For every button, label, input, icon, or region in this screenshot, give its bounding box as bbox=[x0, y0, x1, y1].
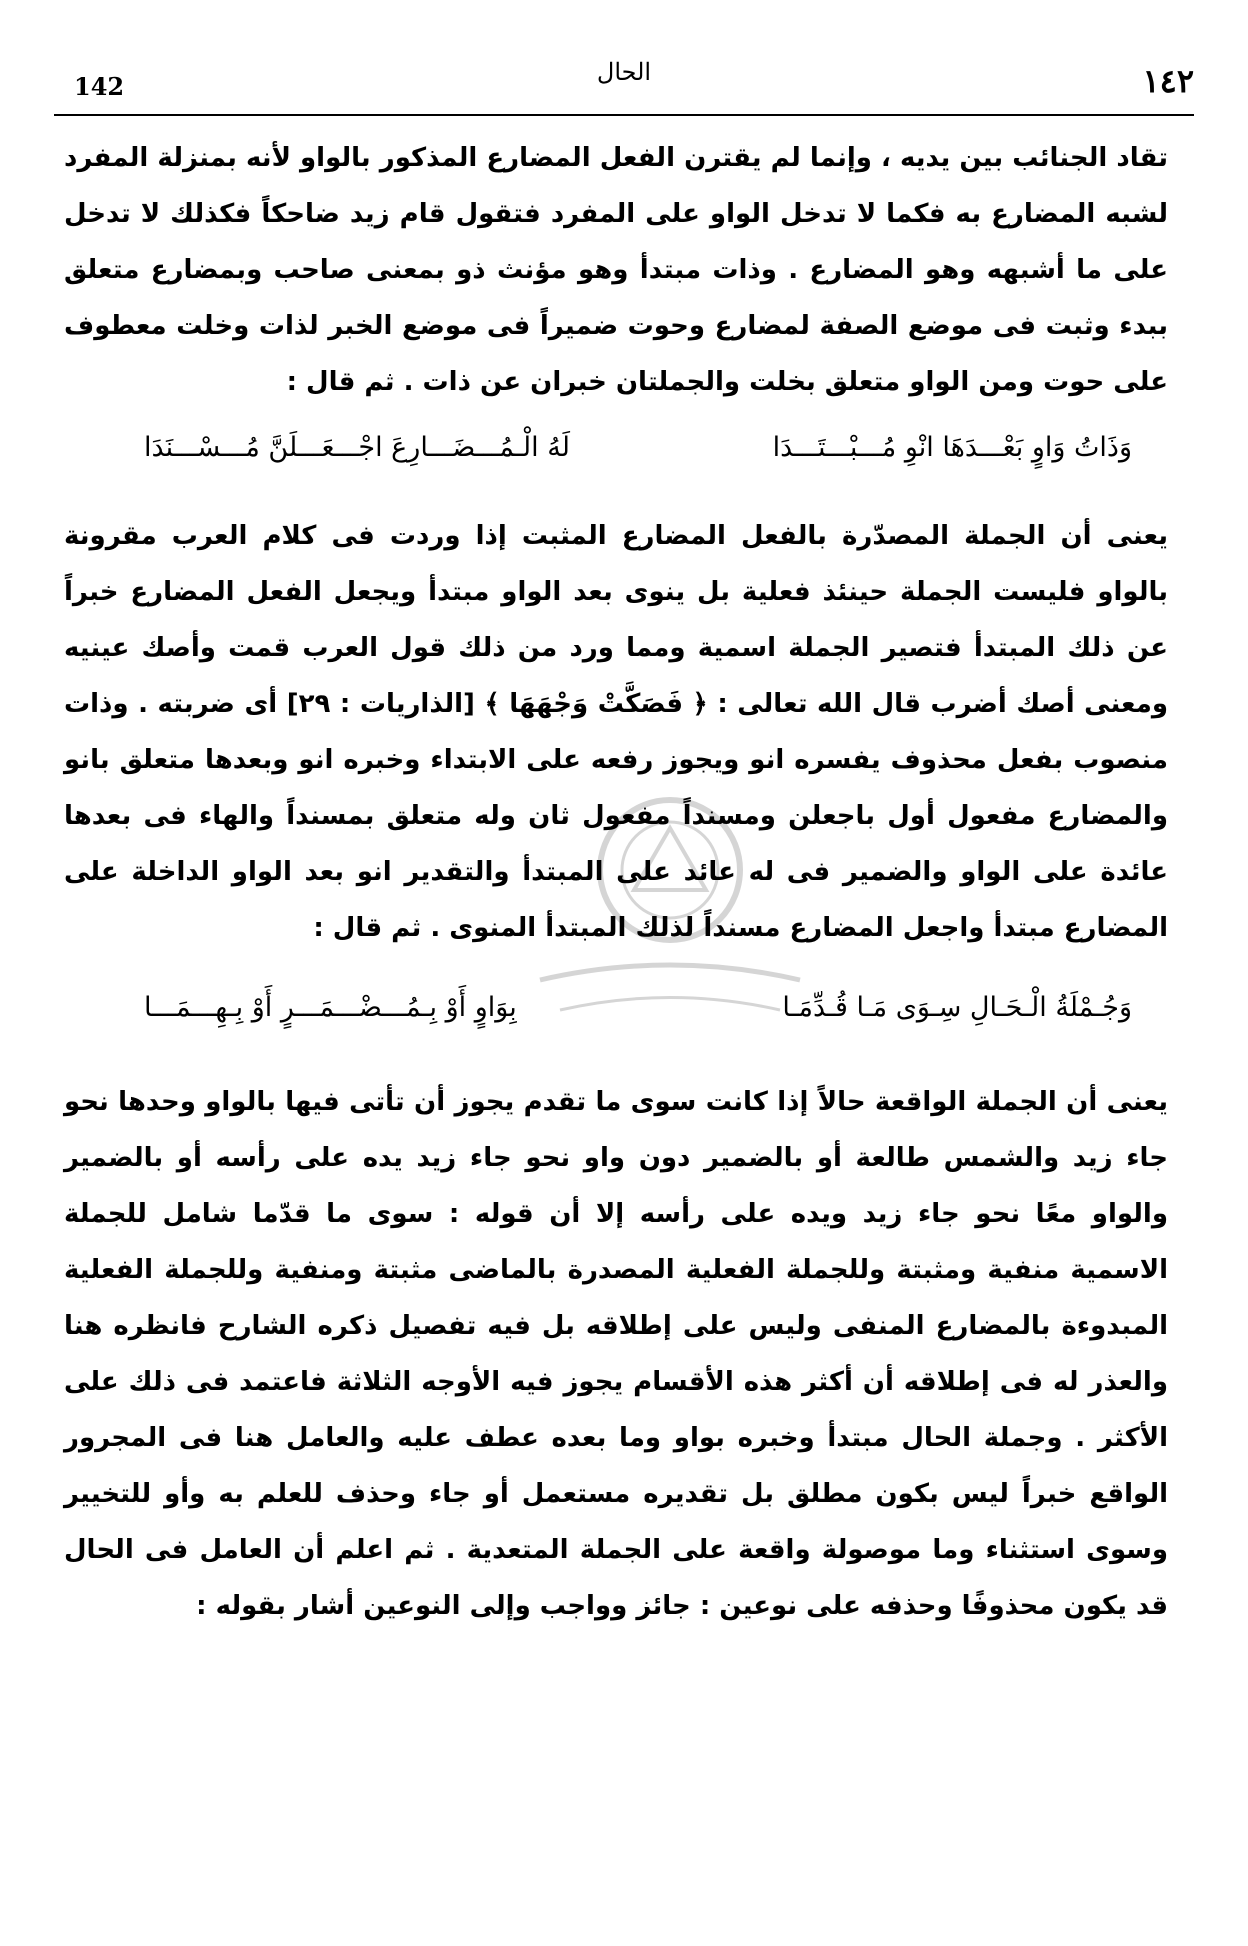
page-number-arabic: ١٤٢ bbox=[1142, 62, 1194, 100]
page-number-latin: 142 bbox=[74, 72, 125, 101]
main-text bbox=[64, 130, 1168, 1634]
paragraph-3: يعنى أن الجملة الواقعة حالاً إذا كانت سوى ما تقدم يجوز أن تأتى فيها بالواو وحدها نحو جاء زيد والشمس طالعة أو بالضمير دون واو نحو جاء زيد يده على رأسه أو بالضمير والواو معًا نحو جاء زيد ويده على رأسه إلا أن قوله : سوى ما قدّما شامل للجملة الاسمية منفية ومثبتة وللجملة الفعلية المصدرة بالماضى مثبتة ومنفية وللجملة الفعلية المبدوءة بالمضارع المنفى وليس على إطلاقه بل فيه تفصيل ذكره الشارح فانظره هنا والعذر له فى إطلاقه أن أكثر هذه الأقسام يجوز فيه الأوجه الثلاثة فاعتمد فى ذلك على الأكثر . وجملة الحال مبتدأ وخبره بواو وما بعده عطف عليه والعامل هنا فى المجرور الواقع خبراً ليس بكون مطلق بل تقديره مستعمل أو جاء وحذف للعلم به وأو للتخيير وسوى استثناء وما موصولة واقعة على الجملة المتعدية . ثم اعلم أن العامل فى الحال قد يكون محذوفًا وحذفه على نوعين : جائز وواجب وإلى النوعين أشار بقوله : bbox=[64, 1087, 1168, 1621]
paragraph-1: تقاد الجنائب بين يديه ، وإنما لم يقترن الفعل المضارع المذكور بالواو لأنه بمنزلة المفرد لشبه المضارع به فكما لا تدخل الواو على المفرد فتقول قام زيد ضاحكاً فكذلك لا تدخل على ما أشبهه وهو المضارع . وذات مبتدأ وهو مؤنث ذو بمعنى صاحب وبمضارع متعلق ببدء وثبت فى موضع الصفة لمضارع وحوت ضميراً فى موضع الخبر لذات وخلت معطوف على حوت ومن الواو متعلق بخلت والجملتان خبران عن ذات . ثم قال : bbox=[64, 143, 1168, 397]
verse-1 bbox=[64, 422, 1168, 474]
verse-1-first-hemistich: وَذَاتُ وَاوٍ بَعْـــدَهَا انْوِ مُـــبْـــتَـــدَا bbox=[772, 432, 1132, 463]
verse-1-second-hemistich: لَهُ الْـمُـــضَـــارِعَ اجْـــعَـــلَنَّ مُـــسْـــنَدَا bbox=[144, 432, 570, 463]
header-rule bbox=[54, 114, 1194, 116]
verse-2-first-hemistich: وَجُـمْلَةُ الْـحَـالِ سِـوَى مَـا قُـدِّمَـا bbox=[782, 992, 1132, 1023]
verse-2-second-hemistich: بِوَاوٍ أَوْ بِـمُـــضْـــمَـــرٍ أَوْ بِـهِـــمَـــا bbox=[144, 992, 517, 1023]
page-header bbox=[54, 52, 1194, 112]
running-title: الحال bbox=[596, 58, 652, 86]
paragraph-2: يعنى أن الجملة المصدّرة بالفعل المضارع المثبت إذا وردت فى كلام العرب مقرونة بالواو فليست الجملة حينئذ فعلية بل ينوى بعد الواو مبتدأ ويجعل الفعل المضارع خبراً عن ذلك المبتدأ فتصير الجملة اسمية ومما ورد من ذلك قول العرب قمت وأصك عينيه ومعنى أصك أضرب قال الله تعالى : ﴿ فَصَكَّتْ وَجْهَهَا ﴾ [الذاريات : ٢٩] أى ضربته . وذات منصوب بفعل محذوف يفسره انو ويجوز رفعه على الابتداء وخبره انو وبعدها متعلق بانو والمضارع مفعول أول باجعلن ومسنداً مفعول ثان وله متعلق بمسنداً والهاء فى بعدها عائدة على الواو والضمير فى له عائد على المبتدأ والتقدير انو بعد الواو الداخلة على المضارع مبتدأ واجعل المضارع مسنداً لذلك المبتدأ المنوى . ثم قال : bbox=[64, 521, 1168, 943]
verse-2 bbox=[64, 982, 1168, 1034]
